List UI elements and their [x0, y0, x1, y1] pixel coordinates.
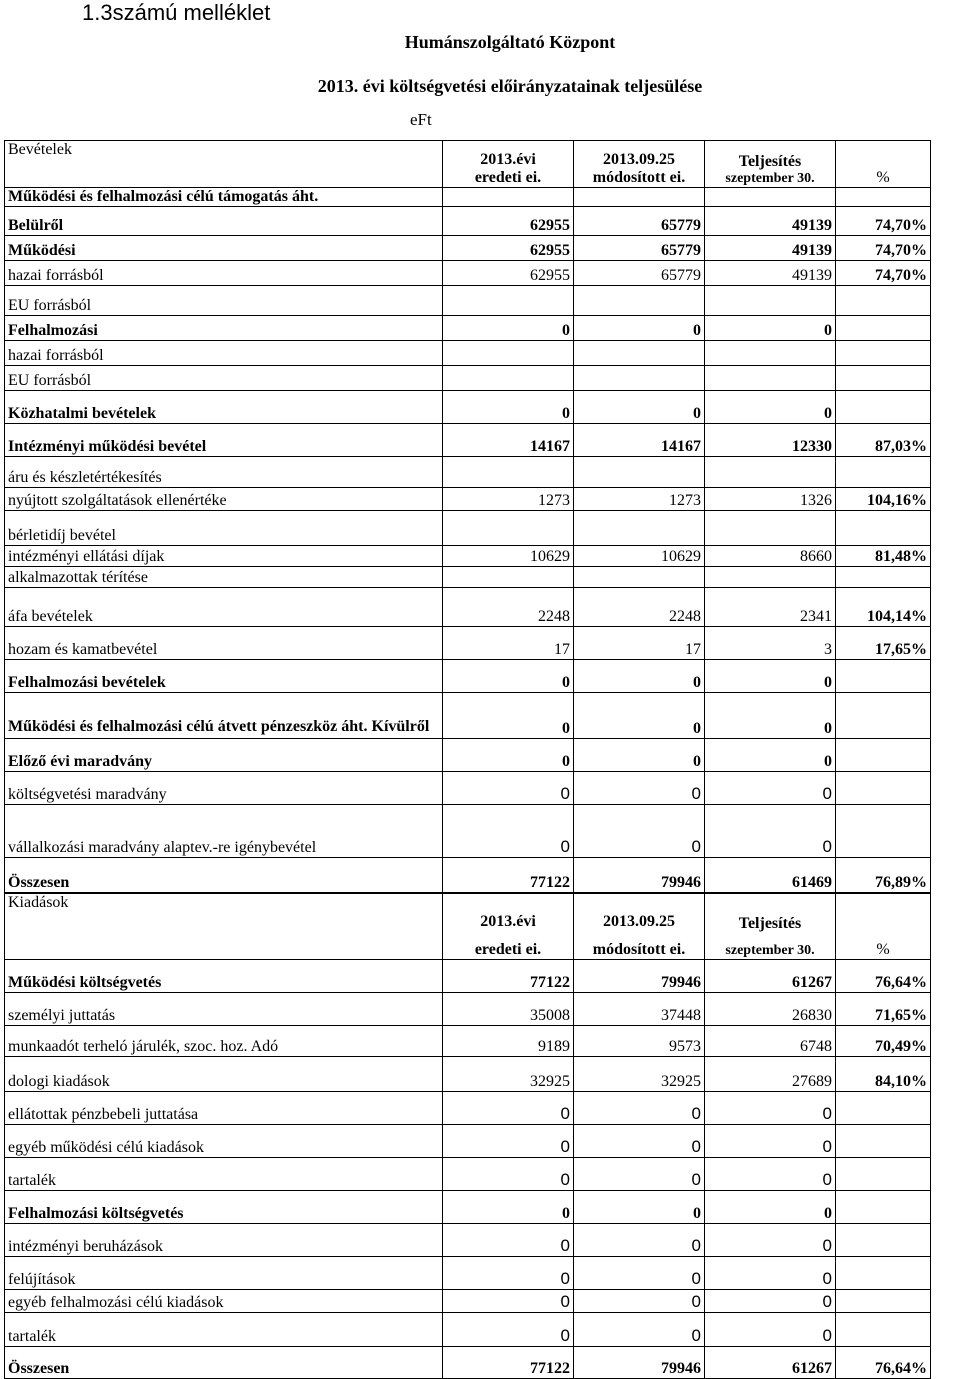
- row-label: alkalmazottak térítése: [5, 567, 443, 588]
- value-cell: 27689: [705, 1057, 836, 1092]
- value-cell: 0: [443, 660, 574, 693]
- col-actual-header: Teljesítés szeptember 30.: [705, 894, 836, 960]
- value-cell: 77122: [443, 858, 574, 893]
- col-modified-header: 2013.09.25 módosított ei.: [574, 894, 705, 960]
- income-table: [4, 140, 931, 893]
- table-row: [5, 1191, 931, 1224]
- row-label: nyújtott szolgáltatások ellenértéke: [5, 488, 443, 511]
- unit-label: eFt: [410, 110, 432, 129]
- percent-cell: 104,16%: [836, 488, 931, 511]
- row-label: Belülről: [5, 207, 443, 236]
- row-label: tartalék: [5, 1313, 443, 1347]
- value-cell: [574, 341, 705, 366]
- table-row: [5, 1125, 931, 1158]
- value-cell: [443, 457, 574, 488]
- percent-cell: 87,03%: [836, 424, 931, 457]
- value-cell: 0: [574, 1158, 705, 1191]
- percent-cell: 76,89%: [836, 858, 931, 893]
- value-cell: 49139: [705, 207, 836, 236]
- percent-cell: 70,49%: [836, 1026, 931, 1057]
- value-cell: [705, 341, 836, 366]
- table-row: [5, 1026, 931, 1057]
- percent-cell: [836, 772, 931, 805]
- row-label: egyéb működési célú kiadások: [5, 1125, 443, 1158]
- value-cell: 2248: [574, 588, 705, 627]
- percent-cell: [836, 1224, 931, 1257]
- value-cell: 0: [705, 391, 836, 424]
- value-cell: 0: [574, 660, 705, 693]
- row-label: tartalék: [5, 1158, 443, 1191]
- col-original-header: 2013.évi eredeti ei.: [443, 141, 574, 188]
- value-cell: 79946: [574, 1347, 705, 1379]
- table-row: [5, 660, 931, 693]
- col-modified-header: 2013.09.25 módosított ei.: [574, 141, 705, 188]
- value-cell: 0: [705, 693, 836, 739]
- row-label: hazai forrásból: [5, 341, 443, 366]
- value-cell: 0: [574, 1257, 705, 1290]
- value-cell: [443, 366, 574, 391]
- value-cell: 0: [705, 739, 836, 772]
- value-cell: 26830: [705, 993, 836, 1026]
- row-label: Felhalmozási költségvetés: [5, 1191, 443, 1224]
- table-row: [5, 1158, 931, 1191]
- col-percent-header: %: [836, 894, 931, 960]
- row-label: Működési és felhalmozási célú átvett pénzeszköz áht. Kívülről: [5, 693, 443, 739]
- row-label: költségvetési maradvány: [5, 772, 443, 805]
- value-cell: [574, 366, 705, 391]
- table-row: [5, 960, 931, 993]
- value-cell: 0: [574, 1191, 705, 1224]
- row-label: hazai forrásból: [5, 261, 443, 286]
- table-row: [5, 1092, 931, 1125]
- table-row: [5, 188, 931, 207]
- value-cell: 37448: [574, 993, 705, 1026]
- value-cell: 17: [574, 627, 705, 660]
- table-row: [5, 488, 931, 511]
- table-row: [5, 366, 931, 391]
- value-cell: 0: [443, 1125, 574, 1158]
- percent-cell: 84,10%: [836, 1057, 931, 1092]
- value-cell: 79946: [574, 960, 705, 993]
- value-cell: 0: [705, 660, 836, 693]
- table-row: [5, 739, 931, 772]
- value-cell: 61267: [705, 1347, 836, 1379]
- row-label: Működési és felhalmozási célú támogatás áht.: [5, 188, 443, 207]
- percent-cell: [836, 1092, 931, 1125]
- value-cell: 0: [705, 1290, 836, 1313]
- value-cell: [705, 567, 836, 588]
- row-label: Felhalmozási bevételek: [5, 660, 443, 693]
- value-cell: 1326: [705, 488, 836, 511]
- percent-cell: [836, 391, 931, 424]
- value-cell: 0: [443, 772, 574, 805]
- table-row: [5, 511, 931, 546]
- table-row: [5, 1224, 931, 1257]
- row-label: felújítások: [5, 1257, 443, 1290]
- percent-cell: [836, 660, 931, 693]
- row-label: Összesen: [5, 1347, 443, 1379]
- value-cell: 0: [443, 1092, 574, 1125]
- value-cell: 0: [443, 805, 574, 858]
- value-cell: 14167: [574, 424, 705, 457]
- percent-cell: [836, 1191, 931, 1224]
- value-cell: [705, 286, 836, 316]
- percent-cell: [836, 341, 931, 366]
- value-cell: [705, 366, 836, 391]
- value-cell: 62955: [443, 207, 574, 236]
- value-cell: 65779: [574, 207, 705, 236]
- value-cell: [443, 567, 574, 588]
- value-cell: [443, 511, 574, 546]
- row-label: Működési költségvetés: [5, 960, 443, 993]
- table-row: [5, 316, 931, 341]
- percent-cell: [836, 188, 931, 207]
- document-label: 1.3számú melléklet: [82, 0, 271, 25]
- col-original-header: 2013.évi eredeti ei.: [443, 894, 574, 960]
- percent-cell: [836, 366, 931, 391]
- value-cell: 61267: [705, 960, 836, 993]
- row-label: áru és készletértékesítés: [5, 457, 443, 488]
- percent-cell: 76,64%: [836, 960, 931, 993]
- value-cell: 0: [574, 739, 705, 772]
- value-cell: 10629: [574, 546, 705, 567]
- value-cell: 0: [705, 1257, 836, 1290]
- value-cell: 0: [705, 1191, 836, 1224]
- value-cell: 0: [705, 1224, 836, 1257]
- col-actual-header: Teljesítés szeptember 30.: [705, 141, 836, 188]
- percent-cell: 81,48%: [836, 546, 931, 567]
- expense-header-row: [5, 894, 931, 960]
- table-row: [5, 391, 931, 424]
- percent-cell: 74,70%: [836, 207, 931, 236]
- percent-cell: [836, 1257, 931, 1290]
- table-row: [5, 858, 931, 893]
- row-label: egyéb felhalmozási célú kiadások: [5, 1290, 443, 1313]
- value-cell: 0: [443, 391, 574, 424]
- table-row: [5, 546, 931, 567]
- row-label: Működési: [5, 236, 443, 261]
- percent-cell: 104,14%: [836, 588, 931, 627]
- value-cell: 14167: [443, 424, 574, 457]
- percent-cell: [836, 511, 931, 546]
- value-cell: [443, 341, 574, 366]
- percent-cell: [836, 567, 931, 588]
- row-label: bérletidíj bevétel: [5, 511, 443, 546]
- value-cell: 0: [574, 391, 705, 424]
- row-label: áfa bevételek: [5, 588, 443, 627]
- percent-cell: 71,65%: [836, 993, 931, 1026]
- percent-cell: [836, 457, 931, 488]
- table-row: [5, 627, 931, 660]
- percent-cell: 76,64%: [836, 1347, 931, 1379]
- table-row: [5, 424, 931, 457]
- row-label: hozam és kamatbevétel: [5, 627, 443, 660]
- value-cell: 0: [705, 805, 836, 858]
- value-cell: [443, 286, 574, 316]
- table-row: [5, 567, 931, 588]
- value-cell: 12330: [705, 424, 836, 457]
- value-cell: 32925: [443, 1057, 574, 1092]
- table-row: [5, 1347, 931, 1379]
- value-cell: 0: [574, 1224, 705, 1257]
- value-cell: 0: [705, 1092, 836, 1125]
- row-label: dologi kiadások: [5, 1057, 443, 1092]
- income-header-label: Bevételek: [5, 141, 443, 188]
- value-cell: 0: [705, 316, 836, 341]
- value-cell: 0: [443, 1290, 574, 1313]
- value-cell: 65779: [574, 261, 705, 286]
- value-cell: 0: [443, 693, 574, 739]
- table-row: [5, 261, 931, 286]
- percent-cell: [836, 316, 931, 341]
- value-cell: 0: [443, 1313, 574, 1347]
- income-header-row: [5, 141, 931, 188]
- expense-header-label: Kiadások: [5, 894, 443, 960]
- value-cell: 77122: [443, 1347, 574, 1379]
- value-cell: 62955: [443, 236, 574, 261]
- value-cell: 1273: [574, 488, 705, 511]
- value-cell: 0: [443, 1158, 574, 1191]
- row-label: munkaadót terheló járulék, szoc. hoz. Adó: [5, 1026, 443, 1057]
- value-cell: 0: [443, 316, 574, 341]
- value-cell: 0: [705, 1313, 836, 1347]
- percent-cell: [836, 1158, 931, 1191]
- value-cell: 6748: [705, 1026, 836, 1057]
- percent-cell: 74,70%: [836, 236, 931, 261]
- row-label: vállalkozási maradvány alaptev.-re igénybevétel: [5, 805, 443, 858]
- percent-cell: [836, 1290, 931, 1313]
- organization-title: Humánszolgáltató Központ: [404, 32, 616, 52]
- value-cell: [574, 511, 705, 546]
- table-row: [5, 457, 931, 488]
- row-label: ellátottak pénzbebeli juttatása: [5, 1092, 443, 1125]
- expense-table: [4, 893, 931, 1379]
- value-cell: 62955: [443, 261, 574, 286]
- value-cell: 0: [443, 1257, 574, 1290]
- table-row: [5, 286, 931, 316]
- value-cell: 61469: [705, 858, 836, 893]
- row-label: Intézményi működési bevétel: [5, 424, 443, 457]
- row-label: EU forrásból: [5, 286, 443, 316]
- table-row: [5, 236, 931, 261]
- percent-cell: [836, 805, 931, 858]
- value-cell: 0: [443, 739, 574, 772]
- value-cell: [574, 457, 705, 488]
- value-cell: 32925: [574, 1057, 705, 1092]
- value-cell: 0: [443, 1224, 574, 1257]
- value-cell: [574, 286, 705, 316]
- table-row: [5, 1057, 931, 1092]
- row-label: intézményi beruházások: [5, 1224, 443, 1257]
- table-row: [5, 207, 931, 236]
- value-cell: [705, 511, 836, 546]
- value-cell: 0: [574, 1313, 705, 1347]
- value-cell: 1273: [443, 488, 574, 511]
- col-percent-header: %: [836, 141, 931, 188]
- value-cell: 0: [574, 1125, 705, 1158]
- value-cell: 0: [705, 1158, 836, 1191]
- row-label: Felhalmozási: [5, 316, 443, 341]
- value-cell: 9189: [443, 1026, 574, 1057]
- table-row: [5, 1290, 931, 1313]
- value-cell: 49139: [705, 236, 836, 261]
- percent-cell: 17,65%: [836, 627, 931, 660]
- value-cell: [574, 188, 705, 207]
- value-cell: 77122: [443, 960, 574, 993]
- value-cell: 2341: [705, 588, 836, 627]
- table-row: [5, 1257, 931, 1290]
- percent-cell: [836, 693, 931, 739]
- value-cell: 10629: [443, 546, 574, 567]
- percent-cell: [836, 739, 931, 772]
- row-label: Közhatalmi bevételek: [5, 391, 443, 424]
- value-cell: 3: [705, 627, 836, 660]
- value-cell: 65779: [574, 236, 705, 261]
- value-cell: 0: [574, 316, 705, 341]
- value-cell: [443, 188, 574, 207]
- value-cell: 0: [574, 1290, 705, 1313]
- value-cell: 0: [574, 805, 705, 858]
- value-cell: 0: [705, 772, 836, 805]
- value-cell: 9573: [574, 1026, 705, 1057]
- percent-cell: [836, 1313, 931, 1347]
- table-row: [5, 588, 931, 627]
- row-label: intézményi ellátási díjak: [5, 546, 443, 567]
- value-cell: 0: [705, 1125, 836, 1158]
- value-cell: 8660: [705, 546, 836, 567]
- percent-cell: [836, 1125, 931, 1158]
- percent-cell: [836, 286, 931, 316]
- row-label: EU forrásból: [5, 366, 443, 391]
- value-cell: [574, 567, 705, 588]
- row-label: személyi juttatás: [5, 993, 443, 1026]
- table-row: [5, 341, 931, 366]
- value-cell: 49139: [705, 261, 836, 286]
- value-cell: 0: [574, 772, 705, 805]
- table-row: [5, 993, 931, 1026]
- report-subtitle: 2013. évi költségvetési előirányzatainak teljesülése: [317, 76, 703, 96]
- value-cell: [705, 188, 836, 207]
- row-label: Előző évi maradvány: [5, 739, 443, 772]
- table-row: [5, 772, 931, 805]
- percent-cell: 74,70%: [836, 261, 931, 286]
- row-label: Összesen: [5, 858, 443, 893]
- value-cell: 2248: [443, 588, 574, 627]
- value-cell: 0: [443, 1191, 574, 1224]
- value-cell: 0: [574, 693, 705, 739]
- table-row: [5, 693, 931, 739]
- value-cell: 0: [574, 1092, 705, 1125]
- value-cell: 35008: [443, 993, 574, 1026]
- table-row: [5, 1313, 931, 1347]
- value-cell: 79946: [574, 858, 705, 893]
- table-row: [5, 805, 931, 858]
- value-cell: 17: [443, 627, 574, 660]
- value-cell: [705, 457, 836, 488]
